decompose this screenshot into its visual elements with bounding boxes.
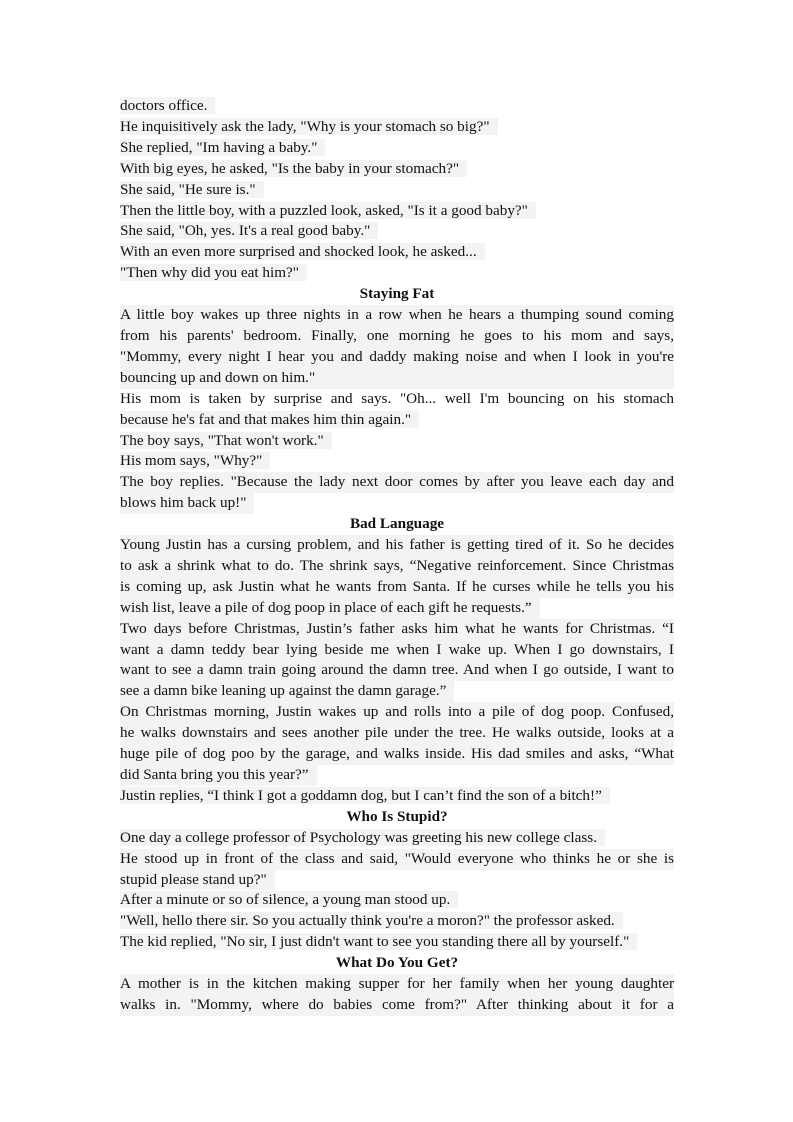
paragraph-line: to ask a shrink what to do. The shrink says, “Negative reinforcement. Since Christmas — [120, 556, 674, 577]
paragraph — [120, 535, 674, 619]
paragraph-line: because he's fat and that makes him thin again." — [120, 410, 674, 431]
text-line: The boy says, "That won't work." — [120, 431, 674, 452]
paragraph — [120, 305, 674, 389]
text-line: doctors office. — [120, 96, 674, 117]
paragraph-line: A mother is in the kitchen making supper for her family when her young daughter — [120, 974, 674, 995]
paragraph-line: he walks downstairs and sees another pile under the tree. He walks outside, looks at a — [120, 723, 674, 744]
text-line: His mom says, "Why?" — [120, 451, 674, 472]
paragraph — [120, 619, 674, 703]
text-line: Justin replies, “I think I got a goddamn dog, but I can’t find the son of a bitch!” — [120, 786, 674, 807]
text-line: He inquisitively ask the lady, "Why is your stomach so big?" — [120, 117, 674, 138]
paragraph-line: blows him back up!" — [120, 493, 254, 514]
paragraph-line: The boy replies. "Because the lady next door comes by after you leave each day and — [120, 472, 674, 493]
paragraph-line: On Christmas morning, Justin wakes up and rolls into a pile of dog poop. Confused, — [120, 702, 674, 723]
text-line: The kid replied, "No sir, I just didn't want to see you standing there all by yourself." — [120, 932, 674, 953]
paragraph — [120, 849, 674, 891]
paragraph-line: walks in. "Mommy, where do babies come from?" After thinking about it for a — [120, 995, 674, 1016]
paragraph-line: "Mommy, every night I hear you and daddy making noise and when I look in you're — [120, 347, 674, 368]
text-line: With an even more surprised and shocked look, he asked... — [120, 242, 674, 263]
paragraph-line: did Santa bring you this year?” — [120, 765, 317, 786]
text-line: She said, "Oh, yes. It's a real good baby." — [120, 221, 674, 242]
paragraph-line: His mom is taken by surprise and says. "Oh... well I'm bouncing on his stomach — [120, 389, 674, 407]
paragraph — [120, 702, 674, 786]
paragraph-line: Two days before Christmas, Justin’s father asks him what he wants for Christmas. “I — [120, 619, 674, 640]
text-line: "Well, hello there sir. So you actually think you're a moron?" the professor asked. — [120, 911, 674, 932]
page-content — [120, 96, 674, 1016]
text-line: She said, "He sure is." — [120, 180, 674, 201]
paragraph-line: see a damn bike leaning up against the damn garage.” — [120, 681, 454, 702]
text-line: With big eyes, he asked, "Is the baby in your stomach?" — [120, 159, 674, 180]
text-line: One day a college professor of Psychology was greeting his new college class. — [120, 828, 674, 849]
paragraph-line: Young Justin has a cursing problem, and his father is getting tired of it. So he decides — [120, 535, 674, 556]
section-heading: What Do You Get? — [335, 954, 459, 972]
paragraph-line: is coming up, ask Justin what he wants from Santa. If he curses while he tells you his — [120, 577, 674, 598]
text-line: She replied, "Im having a baby." — [120, 138, 674, 159]
paragraph — [120, 389, 674, 431]
paragraph-line: huge pile of dog poo by the garage, and walks inside. His dad smiles and asks, “What — [120, 744, 674, 765]
paragraph-line: bouncing up and down on him." — [120, 368, 674, 389]
text-line: "Then why did you eat him?" — [120, 263, 674, 284]
section-heading: Staying Fat — [359, 285, 435, 303]
paragraph-line: from his parents' bedroom. Finally, one morning he goes to his mom and says, — [120, 326, 674, 347]
paragraph-line: A little boy wakes up three nights in a row when he hears a thumping sound coming — [120, 305, 674, 326]
section-heading: Who Is Stupid? — [346, 807, 448, 825]
text-line: After a minute or so of silence, a young man stood up. — [120, 890, 674, 911]
paragraph-line: stupid please stand up?" — [120, 870, 275, 891]
paragraph — [120, 472, 674, 514]
paragraph-line: He stood up in front of the class and said, "Would everyone who thinks he or she is — [120, 849, 674, 870]
text-line: Then the little boy, with a puzzled look, asked, "Is it a good baby?" — [120, 201, 674, 222]
paragraph-line: wish list, leave a pile of dog poop in place of each gift he requests.” — [120, 598, 540, 619]
section-heading: Bad Language — [349, 515, 445, 533]
paragraph-line: want a damn teddy bear lying beside me when I wake up. When I go downstairs, I — [120, 640, 674, 661]
paragraph — [120, 974, 674, 1016]
paragraph-line: want to see a damn train going around the damn tree. And when I go outside, I want to — [120, 660, 674, 681]
